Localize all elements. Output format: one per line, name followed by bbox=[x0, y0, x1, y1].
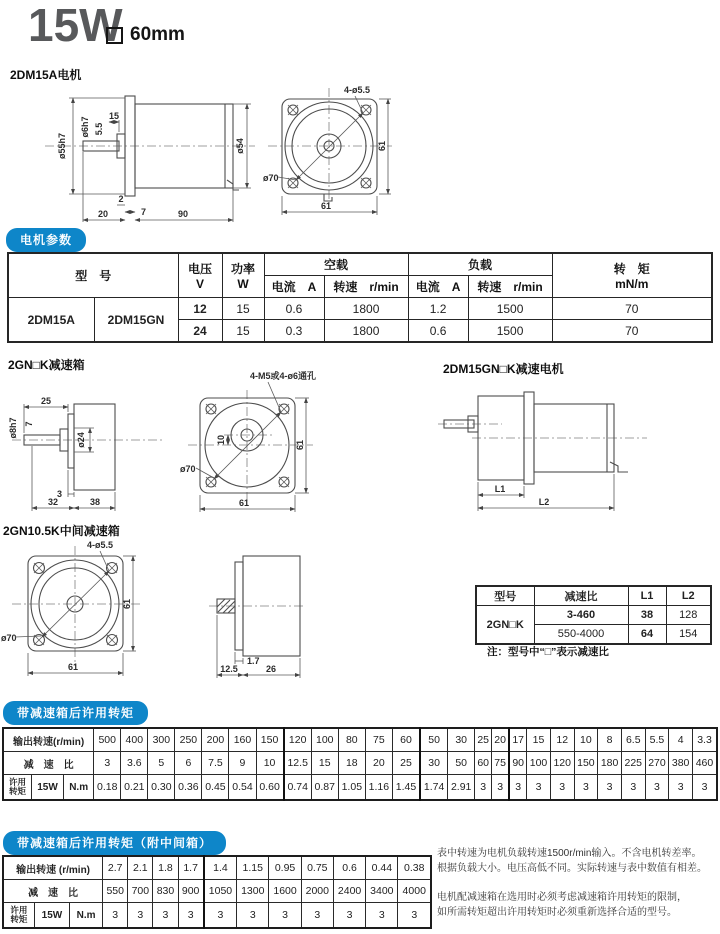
dim-label: 25 bbox=[40, 396, 52, 406]
table-cell: 120 bbox=[284, 728, 312, 752]
table-cell: 60 bbox=[475, 752, 492, 775]
header-current: 电流 A bbox=[408, 276, 468, 298]
table-row bbox=[476, 606, 711, 625]
dim-label: 20 bbox=[97, 209, 109, 219]
table-cell: 15 bbox=[527, 728, 551, 752]
table-cell: 2400 bbox=[333, 880, 365, 903]
header-model: 型号 bbox=[476, 586, 534, 606]
table-cell: 3 bbox=[94, 752, 121, 775]
table-cell: 9 bbox=[229, 752, 256, 775]
ratio-row bbox=[3, 752, 717, 775]
note-text: 表中转速为电机负载转速1500r/min输入。不含电机转差率。 bbox=[437, 848, 702, 859]
dim-label: 90 bbox=[177, 209, 189, 219]
footnotes bbox=[437, 846, 719, 934]
motor-params-badge: 电机参数 bbox=[6, 228, 86, 252]
table-cell: 120 bbox=[550, 752, 574, 775]
table-cell: 2000 bbox=[301, 880, 333, 903]
header-voltage: 电压 V bbox=[178, 253, 222, 298]
table-cell: 3 bbox=[103, 903, 128, 929]
dim-label: 32 bbox=[47, 497, 59, 507]
unit-label: N.m bbox=[70, 903, 103, 929]
dim-label: ø8h7 bbox=[8, 417, 18, 439]
dim-label: 5.5 bbox=[94, 122, 104, 136]
gearbox-section-label: 2GN□K减速箱 bbox=[8, 358, 85, 372]
header-load: 负载 bbox=[408, 253, 552, 276]
table-cell: 3 bbox=[204, 903, 237, 929]
table-cell: 0.74 bbox=[284, 775, 312, 801]
table-cell: 0.6 bbox=[333, 856, 365, 880]
table-cell: 1800 bbox=[324, 298, 408, 320]
table-cell: 17 bbox=[509, 728, 527, 752]
table-cell: 550 bbox=[103, 880, 128, 903]
table-cell: 30 bbox=[448, 728, 475, 752]
table-cell: 10 bbox=[256, 752, 284, 775]
table-cell: 1.2 bbox=[408, 298, 468, 320]
table-cell: 1.05 bbox=[338, 775, 365, 801]
table-cell: 200 bbox=[202, 728, 229, 752]
table-cell: 1.15 bbox=[237, 856, 269, 880]
table-cell: 700 bbox=[128, 880, 153, 903]
table-cell: 1.8 bbox=[153, 856, 178, 880]
row-label: 许用 转矩 bbox=[3, 903, 34, 929]
table-cell: 3 bbox=[692, 775, 717, 801]
table-cell: 1800 bbox=[324, 320, 408, 343]
table-cell: 500 bbox=[94, 728, 121, 752]
model-b-cell: 2DM15GN bbox=[94, 298, 178, 343]
table-cell: 70 bbox=[552, 298, 712, 320]
table-cell: 70 bbox=[552, 320, 712, 343]
gearbox-size-table bbox=[475, 585, 712, 645]
table-cell: 18 bbox=[338, 752, 365, 775]
perf-mid-badge: 带减速箱后许用转矩（附中间箱） bbox=[3, 831, 226, 855]
table-cell: 3 bbox=[333, 903, 365, 929]
dim-label: 61 bbox=[377, 140, 387, 152]
table-cell: 25 bbox=[392, 752, 420, 775]
table-cell: 1500 bbox=[468, 298, 552, 320]
table-cell: 3 bbox=[574, 775, 598, 801]
model-a-cell: 2DM15A bbox=[8, 298, 94, 343]
table-cell: 1.74 bbox=[420, 775, 448, 801]
table-cell: 3 bbox=[269, 903, 301, 929]
motor-params-table bbox=[7, 252, 713, 343]
table-cell: 160 bbox=[229, 728, 256, 752]
table-cell: 225 bbox=[621, 752, 645, 775]
table-cell: 75 bbox=[365, 728, 392, 752]
table-cell: 0.36 bbox=[175, 775, 202, 801]
table-cell: 80 bbox=[338, 728, 365, 752]
table-cell: 20 bbox=[492, 728, 510, 752]
square-symbol-icon bbox=[106, 27, 123, 44]
row-label: 输出转速(r/min) bbox=[3, 728, 94, 752]
table-cell: 3 bbox=[621, 775, 645, 801]
header-model: 型 号 bbox=[8, 253, 178, 298]
table-cell: 3 bbox=[527, 775, 551, 801]
table-cell: 50 bbox=[448, 752, 475, 775]
table-cell: 38 bbox=[628, 606, 666, 625]
unit-label: N.m bbox=[64, 775, 94, 801]
row-label: 许用 转矩 bbox=[3, 775, 32, 801]
gearbox-front-view-drawing bbox=[178, 368, 373, 515]
table-cell: 12 bbox=[550, 728, 574, 752]
table-cell: 0.18 bbox=[94, 775, 121, 801]
table-cell: 1.16 bbox=[365, 775, 392, 801]
table-cell: 10 bbox=[574, 728, 598, 752]
table-cell: 0.87 bbox=[311, 775, 338, 801]
geared-motor-drawing bbox=[432, 380, 657, 520]
table-cell: 3 bbox=[509, 775, 527, 801]
table-cell: 0.54 bbox=[229, 775, 256, 801]
table-cell: 100 bbox=[311, 728, 338, 752]
header-speed: 转速 r/min bbox=[324, 276, 408, 298]
table-cell: 550-4000 bbox=[534, 625, 628, 645]
power-label: 15W bbox=[32, 775, 64, 801]
table-cell: 0.6 bbox=[408, 320, 468, 343]
table-cell: 50 bbox=[420, 728, 448, 752]
allowable-torque-table bbox=[2, 727, 718, 801]
table-cell: 15 bbox=[222, 320, 264, 343]
perf-badge: 带减速箱后许用转矩 bbox=[3, 701, 148, 725]
table-cell: 3 bbox=[178, 903, 204, 929]
table-cell: 20 bbox=[365, 752, 392, 775]
dim-label: ø70 bbox=[263, 173, 279, 183]
note-text: 电机配减速箱在选用时必须考虑减速箱许用转矩的限制， bbox=[437, 892, 687, 903]
table-cell: 3 bbox=[128, 903, 153, 929]
table-row bbox=[8, 298, 712, 320]
dim-label: 10 bbox=[216, 434, 226, 446]
dim-label: 61 bbox=[122, 598, 132, 610]
dim-label: 38 bbox=[89, 497, 101, 507]
dim-label: ø70 bbox=[1, 633, 17, 643]
motor-front-view-drawing bbox=[262, 82, 397, 224]
table-cell: 0.21 bbox=[121, 775, 148, 801]
motor-side-view-drawing bbox=[25, 84, 260, 224]
table-cell: 250 bbox=[175, 728, 202, 752]
dim-label: 1.7 bbox=[247, 656, 260, 666]
dim-label: 4-M5或4-ø6通孔 bbox=[250, 371, 317, 381]
table-cell: 3 bbox=[492, 775, 510, 801]
header-power: 功率 W bbox=[222, 253, 264, 298]
dim-label: 12.5 bbox=[220, 664, 238, 674]
table-cell: 3-460 bbox=[534, 606, 628, 625]
table-cell: 1500 bbox=[468, 320, 552, 343]
allowable-torque-mid-table bbox=[2, 855, 432, 929]
power-label: 15W bbox=[34, 903, 69, 929]
mid-gearbox-side-view-drawing bbox=[205, 542, 310, 682]
header-speed: 转速 r/min bbox=[468, 276, 552, 298]
table-cell: 380 bbox=[669, 752, 693, 775]
table-cell: 1300 bbox=[237, 880, 269, 903]
table-cell: 3 bbox=[153, 903, 178, 929]
table-cell: 90 bbox=[509, 752, 527, 775]
dim-label: 4-ø5.5 bbox=[86, 540, 114, 550]
table-cell: 1.7 bbox=[178, 856, 204, 880]
dim-label: 26 bbox=[265, 664, 277, 674]
table-cell: 400 bbox=[121, 728, 148, 752]
table-cell: 4000 bbox=[398, 880, 431, 903]
table-cell: 75 bbox=[492, 752, 510, 775]
ratio-row bbox=[3, 880, 431, 903]
table-cell: 3 bbox=[550, 775, 574, 801]
table-cell: 1.4 bbox=[204, 856, 237, 880]
dim-label: 7 bbox=[24, 421, 34, 427]
torque-row bbox=[3, 903, 431, 929]
table-cell: 0.75 bbox=[301, 856, 333, 880]
table-cell: 0.45 bbox=[202, 775, 229, 801]
table-cell: 1050 bbox=[204, 880, 237, 903]
table-cell: 180 bbox=[598, 752, 622, 775]
dim-label: 61 bbox=[320, 201, 332, 211]
table-cell: 3 bbox=[645, 775, 669, 801]
table-cell: 3 bbox=[366, 903, 398, 929]
dim-label: 3 bbox=[56, 489, 62, 499]
table-cell: 3 bbox=[301, 903, 333, 929]
geared-motor-label: 2DM15GN□K减速电机 bbox=[443, 362, 564, 376]
note-paragraph bbox=[437, 846, 719, 876]
table-cell: 60 bbox=[392, 728, 420, 752]
table-cell: 4 bbox=[669, 728, 693, 752]
header-l1: L1 bbox=[628, 586, 666, 606]
table-cell: 270 bbox=[645, 752, 669, 775]
table-cell: 24 bbox=[178, 320, 222, 343]
table-cell: 900 bbox=[178, 880, 204, 903]
header-current: 电流 A bbox=[264, 276, 324, 298]
table-cell: 1.45 bbox=[392, 775, 420, 801]
table-cell: 100 bbox=[527, 752, 551, 775]
header-no-load: 空载 bbox=[264, 253, 408, 276]
table-cell: 3 bbox=[398, 903, 431, 929]
table-cell: 460 bbox=[692, 752, 717, 775]
dim-label: ø55h7 bbox=[57, 132, 67, 160]
dim-label: 4-ø5.5 bbox=[343, 85, 371, 95]
dim-label: ø70 bbox=[180, 464, 196, 474]
table-cell: 12.5 bbox=[284, 752, 312, 775]
table-cell: 15 bbox=[222, 298, 264, 320]
table-cell: 25 bbox=[475, 728, 492, 752]
table-cell: 3 bbox=[475, 775, 492, 801]
page-title: 15W bbox=[28, 0, 123, 51]
dim-label: 61 bbox=[238, 498, 250, 508]
table-cell: 3400 bbox=[366, 880, 398, 903]
table-cell: 0.60 bbox=[256, 775, 284, 801]
note-text: 如所需转矩超出许用转矩时必须重新选择合适的型号。 bbox=[437, 907, 677, 918]
table-cell: 64 bbox=[628, 625, 666, 645]
table-cell: 150 bbox=[256, 728, 284, 752]
table-cell: 3.6 bbox=[121, 752, 148, 775]
table-cell: 0.30 bbox=[148, 775, 175, 801]
header-l2: L2 bbox=[666, 586, 711, 606]
dim-label: ø54 bbox=[235, 138, 245, 154]
table-cell: 0.6 bbox=[264, 298, 324, 320]
table-cell: 2.1 bbox=[128, 856, 153, 880]
table-cell: 15 bbox=[311, 752, 338, 775]
motor-section-label: 2DM15A电机 bbox=[10, 68, 82, 82]
table-cell: 12 bbox=[178, 298, 222, 320]
dim-label: 7 bbox=[141, 207, 147, 217]
table-cell: 7.5 bbox=[202, 752, 229, 775]
dim-label: L1 bbox=[494, 484, 506, 494]
dim-label: 61 bbox=[67, 662, 79, 672]
note-text: 根据负载大小。电压高低不同。实际转速与表中数值有相差。 bbox=[437, 863, 707, 874]
row-label: 输出转速 (r/min) bbox=[3, 856, 103, 880]
dim-label: 15 bbox=[108, 111, 120, 121]
table-cell: 0.3 bbox=[264, 320, 324, 343]
table-cell: 0.95 bbox=[269, 856, 301, 880]
gearbox-side-view-drawing bbox=[4, 376, 176, 516]
table-cell: 300 bbox=[148, 728, 175, 752]
mid-gearbox-front-view-drawing bbox=[0, 538, 185, 688]
frame-size-text: 60mm bbox=[130, 24, 185, 45]
dim-label: 61 bbox=[295, 439, 305, 451]
row-label: 减 速 比 bbox=[3, 752, 94, 775]
row-label: 减 速 比 bbox=[3, 880, 103, 903]
table-cell: 3.3 bbox=[692, 728, 717, 752]
header-torque: 转 矩 mN/m bbox=[552, 253, 712, 298]
table-cell: 3 bbox=[237, 903, 269, 929]
dim-label: ø24 bbox=[76, 432, 86, 448]
table-cell: 2.91 bbox=[448, 775, 475, 801]
mid-gearbox-section-label: 2GN10.5K中间减速箱 bbox=[3, 524, 120, 538]
dim-label: ø6h7 bbox=[80, 116, 90, 138]
model-cell: 2GN□K bbox=[476, 606, 534, 645]
dim-label: L2 bbox=[538, 497, 550, 507]
torque-row bbox=[3, 775, 717, 801]
table-cell: 0.44 bbox=[366, 856, 398, 880]
output-speed-row bbox=[3, 728, 717, 752]
table-cell: 0.38 bbox=[398, 856, 431, 880]
table-cell: 128 bbox=[666, 606, 711, 625]
model-note: 注：型号中“□”表示减速比 bbox=[487, 646, 609, 658]
header-ratio: 减速比 bbox=[534, 586, 628, 606]
table-cell: 830 bbox=[153, 880, 178, 903]
frame-size bbox=[106, 24, 185, 46]
note-paragraph bbox=[437, 890, 719, 920]
table-cell: 1600 bbox=[269, 880, 301, 903]
table-cell: 150 bbox=[574, 752, 598, 775]
table-cell: 3 bbox=[598, 775, 622, 801]
table-cell: 5 bbox=[148, 752, 175, 775]
table-cell: 3 bbox=[669, 775, 693, 801]
table-cell: 8 bbox=[598, 728, 622, 752]
table-cell: 5.5 bbox=[645, 728, 669, 752]
table-cell: 6.5 bbox=[621, 728, 645, 752]
dim-label: 2 bbox=[118, 194, 124, 204]
table-cell: 30 bbox=[420, 752, 448, 775]
table-cell: 154 bbox=[666, 625, 711, 645]
table-cell: 6 bbox=[175, 752, 202, 775]
output-speed-row bbox=[3, 856, 431, 880]
table-cell: 2.7 bbox=[103, 856, 128, 880]
